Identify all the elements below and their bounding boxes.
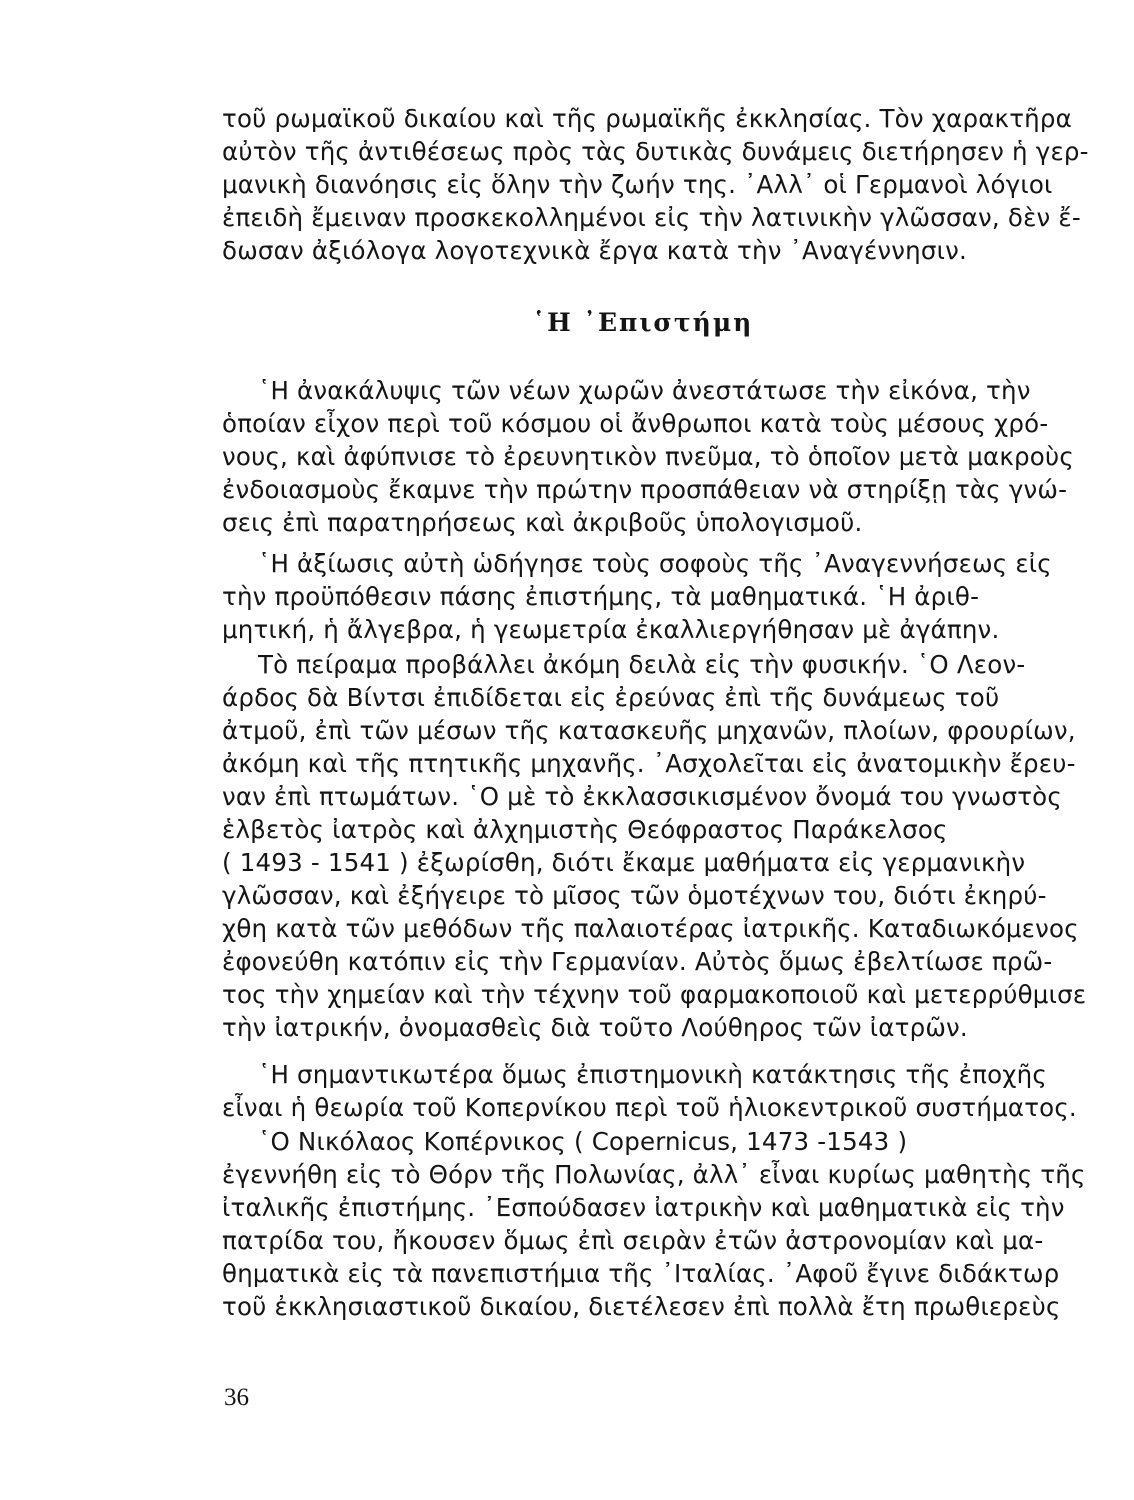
text-line: ἐφονεύθη κατόπιν εἰς τὴν Γερμανίαν. Αὐτὸς ὅμως ἐβελτίωσε πρῶ- <box>222 947 1053 976</box>
text-line: ἀκόμη καὶ τῆς πτητικῆς μηχανῆς. ᾽Ασχολεῖται εἰς ἀνατομικὴν ἔρευ- <box>222 749 1076 778</box>
text-line: ῾Η ἀξίωσις αὐτὴ ὡδήγησε τοὺς σοφοὺς τῆς ᾽Αναγεννήσεως εἰς <box>258 549 1052 578</box>
text-line: τὴν ἰατρικήν, ὀνομασθεὶς διὰ τοῦτο Λούθηρος τῶν ἰατρῶν. <box>222 1013 968 1042</box>
page-number: 36 <box>224 1384 249 1411</box>
text-line: ναν ἐπὶ πτωμάτων. ῾Ο μὲ τὸ ἐκκλασσικισμένον ὄνομά του γνωστὸς <box>222 782 1062 811</box>
text-line: τοῦ ρωμαϊκοῦ δικαίου καὶ τῆς ρωμαϊκῆς ἐκκλησίας. Τὸν χαρακτῆρα <box>222 104 1072 133</box>
text-line: πατρίδα του, ἤκουσεν ὅμως ἐπὶ σειρὰν ἐτῶν ἀστρονομίαν καὶ μα- <box>222 1226 1044 1255</box>
text-line: άρδος δὰ Βίντσι ἐπιδίδεται εἰς ἐρεύνας ἐπὶ τῆς δυνάμεως τοῦ <box>222 683 1000 712</box>
text-line: ῾Ο Νικόλαος Κοπέρνικος ( Copernicus, 1473 -1543 ) <box>258 1127 908 1156</box>
text-line: αὐτὸν τῆς ἀντιθέσεως πρὸς τὰς δυτικὰς δυνάμεις διετήρησεν ἡ γερ- <box>222 137 1089 166</box>
text-line: μητική, ἡ ἄλγεβρα, ἡ γεωμετρία ἐκαλλιεργήθησαν μὲ ἀγάπην. <box>222 615 1000 644</box>
text-line: ἀτμοῦ, ἐπὶ τῶν μέσων τῆς κατασκευῆς μηχανῶν, πλοίων, φρουρίων, <box>222 716 1076 745</box>
text-line: ἰταλικῆς ἐπιστήμης. ᾽Εσπούδασεν ἰατρικὴν καὶ μαθηματικὰ εἰς τὴν <box>222 1193 1065 1222</box>
text-line: τος τὴν χημείαν καὶ τὴν τέχνην τοῦ φαρμακοποιοῦ καὶ μετερρύθμισε <box>222 980 1087 1009</box>
text-line: ὁποίαν εἶχον περὶ τοῦ κόσμου οἱ ἄνθρωποι κατὰ τοὺς μέσους χρό- <box>222 409 1049 438</box>
text-line: ῾Η σημαντικωτέρα ὅμως ἐπιστημονικὴ κατάκτησις τῆς ἐποχῆς <box>258 1060 1047 1089</box>
text-line: Τὸ πείραμα προβάλλει ἀκόμη δειλὰ εἰς τὴν φυσικήν. ῾Ο Λεον- <box>258 650 1026 679</box>
text-line: γλῶσσαν, καὶ ἐξήγειρε τὸ μῖσος τῶν ὁμοτέχνων του, διότι ἐκηρύ- <box>222 881 1047 910</box>
text-line: ἑλβετὸς ἰατρὸς καὶ ἀλχημιστὴς Θεόφραστος Παράκελσος <box>222 815 948 844</box>
text-line: ἐπειδὴ ἔμειναν προσκεκολλημένοι εἰς τὴν λατινικὴν γλῶσσαν, δὲν ἔ- <box>222 203 1081 232</box>
text-line: ἐνδοιασμοὺς ἔκαμνε τὴν πρώτην προσπάθειαν νὰ στηρίξῃ τὰς γνώ- <box>222 475 1068 504</box>
text-line: ἐγεννήθη εἰς τὸ Θόρν τῆς Πολωνίας, ἀλλ᾽ εἶναι κυρίως μαθητὴς τῆς <box>222 1160 1086 1189</box>
text-line: χθη κατὰ τῶν μεθόδων τῆς παλαιοτέρας ἰατρικῆς. Καταδιωκόμενος <box>222 914 1079 943</box>
text-line: θηματικὰ εἰς τὰ πανεπιστήμια τῆς ᾽Ιταλίας. ᾽Αφοῦ ἔγινε διδάκτωρ <box>222 1259 1060 1288</box>
text-line: ( 1493 - 1541 ) ἐξωρίσθη, διότι ἔκαμε μαθήματα εἰς γερμανικὴν <box>222 848 1026 877</box>
text-line: τὴν προϋπόθεσιν πάσης ἐπιστήμης, τὰ μαθηματικά. ῾Η ἀριθ- <box>222 582 980 611</box>
text-line: δωσαν ἀξιόλογα λογοτεχνικὰ ἔργα κατὰ τὴν ᾽Αναγέννησιν. <box>222 236 967 265</box>
text-line: σεις ἐπὶ παρατηρήσεως καὶ ἀκριβοῦς ὑπολογισμοῦ. <box>222 508 863 537</box>
text-line: νους, καὶ ἀφύπνισε τὸ ἐρευνητικὸν πνεῦμα, τὸ ὁποῖον μετὰ μακροὺς <box>222 442 1074 471</box>
text-line: εἶναι ἡ θεωρία τοῦ Κοπερνίκου περὶ τοῦ ἡλιοκεντρικοῦ συστήματος. <box>222 1093 1077 1122</box>
text-line: ῾Η ἀνακάλυψις τῶν νέων χωρῶν ἀνεστάτωσε τὴν εἰκόνα, τὴν <box>258 376 1031 405</box>
section-heading: ῾Η ᾽Επιστήμη <box>532 308 754 337</box>
text-line: μανικὴ διανόησις εἰς ὅλην τὴν ζωήν της. ᾽Αλλ᾽ οἱ Γερμανοὶ λόγιοι <box>222 170 1053 199</box>
text-line: τοῦ ἐκκλησιαστικοῦ δικαίου, διετέλεσεν ἐπὶ πολλὰ ἔτη πρωθιερεὺς <box>222 1292 1061 1321</box>
